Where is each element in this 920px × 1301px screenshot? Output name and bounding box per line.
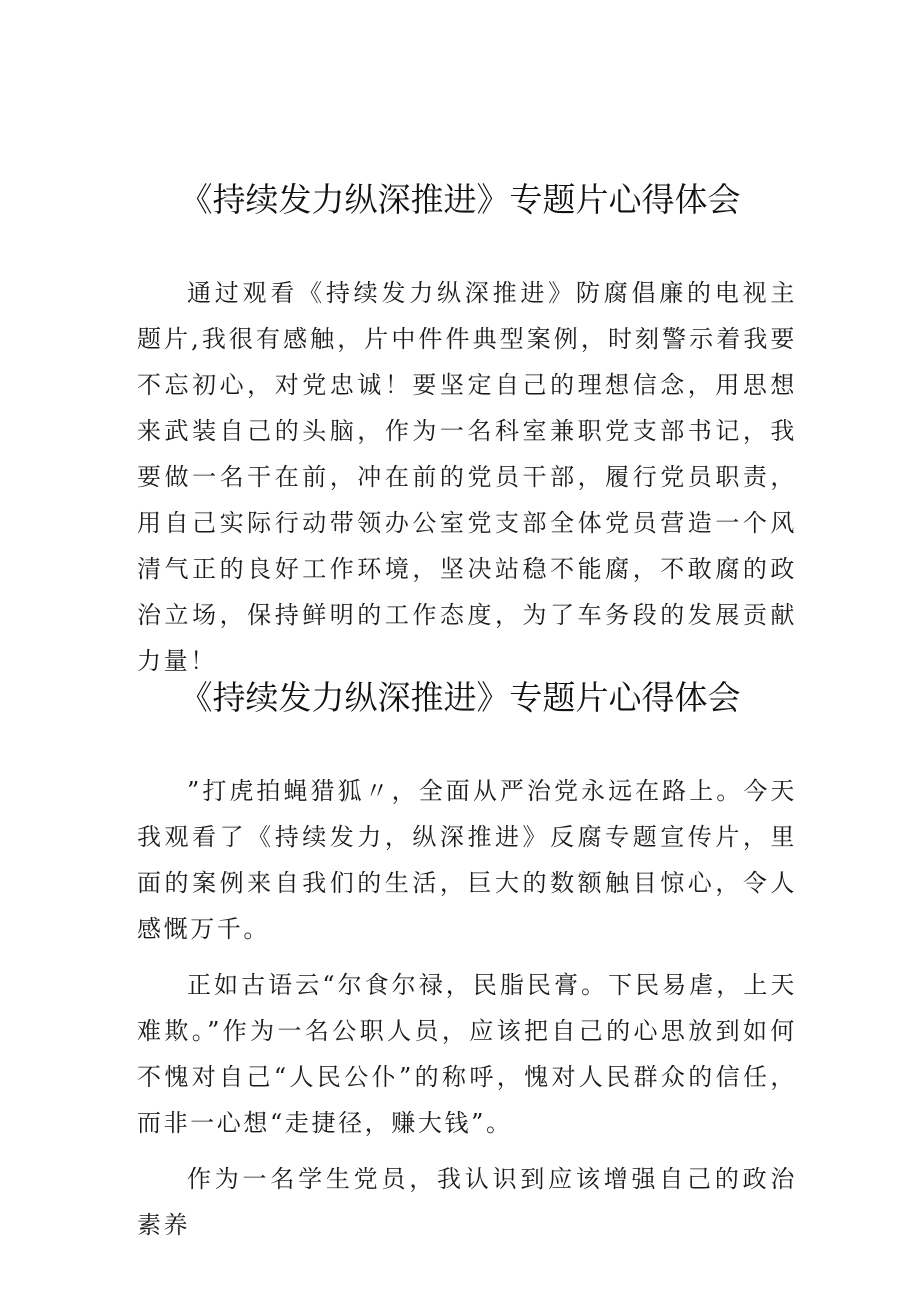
section-1-title: 《持续发力纵深推进》专题片心得体会 (179, 180, 741, 219)
section-1-paragraph-1: 通过观看《持续发力纵深推进》防腐倡廉的电视主题片,我很有感触，片中件件典型案例，时刻警示着我要不忘初心，对党忠诚！要坚定自己的理想信念，用思想来武装自己的头脑，作为一名科室兼职党支部书记，我要做一名干在前，冲在前的党员干部，履行党员职责，用自己实际行动带领办公室党支部全体党员营造一个风清气正的良好工作环境，坚决站稳不能腐，不敢腐的政治立场，保持鲜明的工作态度，为了车务段的发展贡献力量！ (137, 279, 797, 675)
section-2-paragraph-3: 作为一名学生党员，我认识到应该增强自己的政治素养 (137, 1165, 797, 1239)
section-2-body (137, 768, 797, 1248)
section-2-paragraph-1: ”打虎拍蝇猎狐〃，全面从严治党永远在路上。今天我观看了《持续发力，纵深推进》反腐专题宣传片，里面的案例来自我们的生活，巨大的数额触目惊心，令人感慨万千。 (137, 777, 797, 943)
section-2-paragraph-2: 正如古语云“尔食尔禄，民脂民膏。下民易虐，上天难欺。”作为一名公职人员，应该把自己的心思放到如何不愧对自己“人民公仆”的称呼，愧对人民群众的信任，而非一心想“走捷径，赚大钱”。 (137, 971, 797, 1137)
section-2-title: 《持续发力纵深推进》专题片心得体会 (179, 678, 741, 717)
section-1-body (137, 270, 797, 684)
